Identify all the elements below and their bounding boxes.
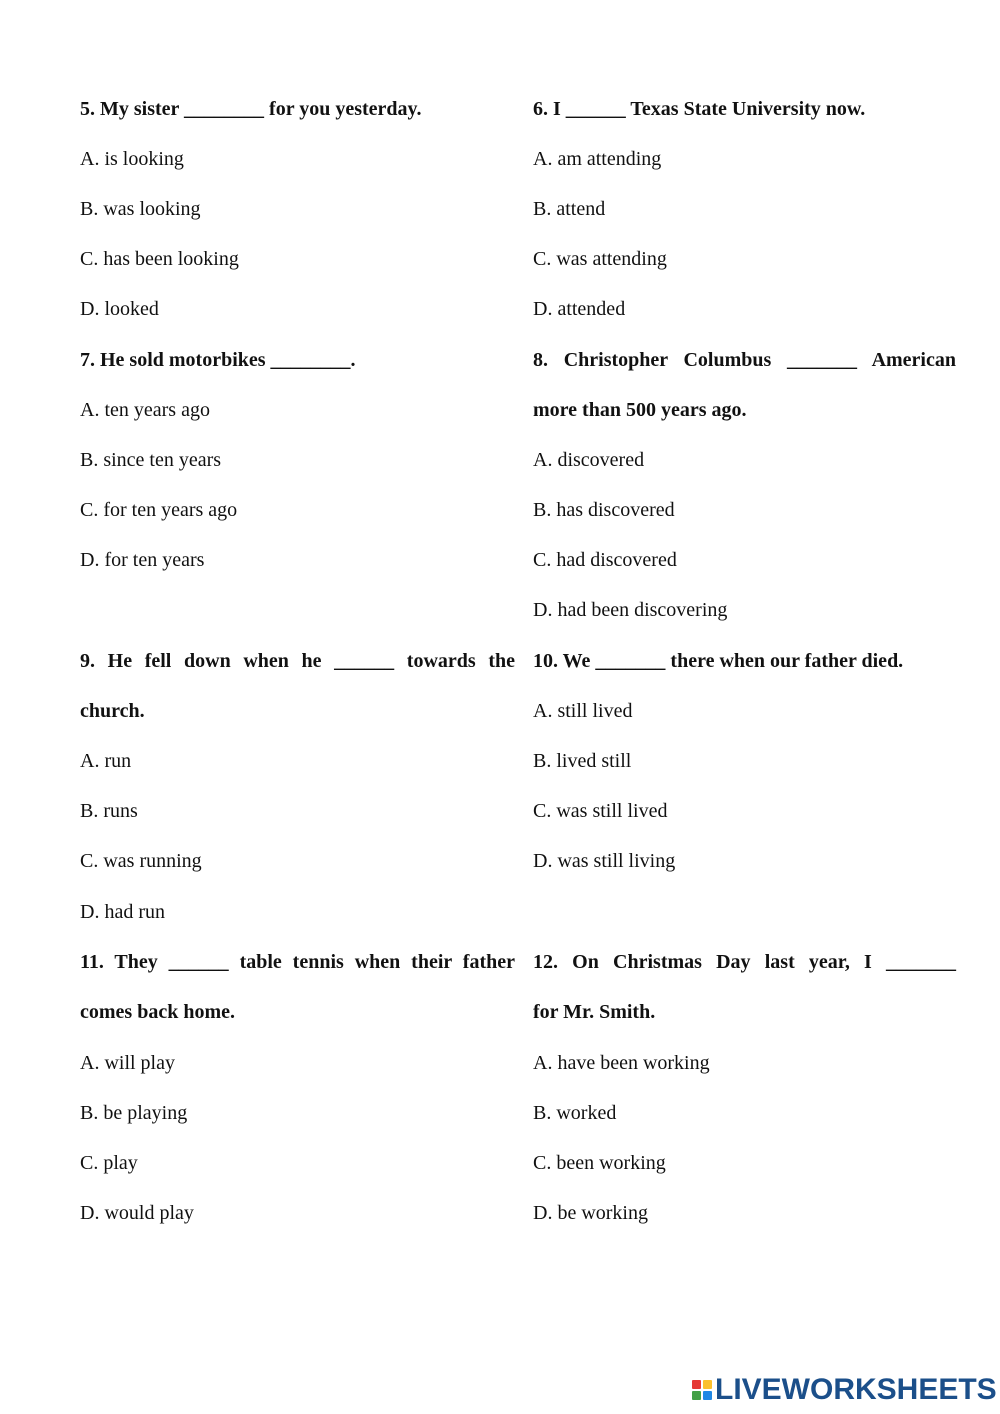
question-11-stem-line-1: 11. They ______ table tennis when their father (80, 951, 515, 973)
liveworksheets-logo-text: LIVEWORKSHEETS (715, 1373, 997, 1406)
question-5-stem: 5. My sister ________ for you yesterday. (80, 98, 422, 120)
question-6-option-a[interactable]: A. am attending (533, 148, 662, 170)
liveworksheets-logo-icon (692, 1380, 712, 1400)
question-10-option-a[interactable]: A. still lived (533, 700, 633, 722)
question-10-option-d[interactable]: D. was still living (533, 850, 676, 872)
question-11-option-b[interactable]: B. be playing (80, 1102, 188, 1124)
question-11-option-a[interactable]: A. will play (80, 1052, 175, 1074)
question-8-stem-line-2: more than 500 years ago. (533, 399, 747, 421)
question-7-stem: 7. He sold motorbikes ________. (80, 349, 356, 371)
question-9-stem-line-1: 9. He fell down when he ______ towards the (80, 650, 515, 672)
question-6-option-d[interactable]: D. attended (533, 298, 626, 320)
question-10-option-b[interactable]: B. lived still (533, 750, 632, 772)
question-12-option-a[interactable]: A. have been working (533, 1052, 710, 1074)
question-12-stem-line-2: for Mr. Smith. (533, 1001, 656, 1023)
question-11-option-c[interactable]: C. play (80, 1152, 138, 1174)
question-6-option-b[interactable]: B. attend (533, 198, 606, 220)
question-9-option-a[interactable]: A. run (80, 750, 132, 772)
liveworksheets-logo (692, 1372, 997, 1408)
question-12-stem-line-1: 12. On Christmas Day last year, I _______ (533, 951, 956, 973)
logo-square-green (692, 1391, 701, 1400)
question-10-stem: 10. We _______ there when our father died. (533, 650, 904, 672)
question-8-option-c[interactable]: C. had discovered (533, 549, 677, 571)
logo-square-red (692, 1380, 701, 1389)
question-10-option-c[interactable]: C. was still lived (533, 800, 668, 822)
question-9-stem-line-2: church. (80, 700, 145, 722)
question-11-option-d[interactable]: D. would play (80, 1202, 194, 1224)
question-7-option-b[interactable]: B. since ten years (80, 449, 222, 471)
question-6-option-c[interactable]: C. was attending (533, 248, 667, 270)
question-5-option-a[interactable]: A. is looking (80, 148, 184, 170)
logo-square-yellow (703, 1380, 712, 1389)
question-12-option-c[interactable]: C. been working (533, 1152, 666, 1174)
question-11-stem-line-2: comes back home. (80, 1001, 235, 1023)
logo-square-blue (703, 1391, 712, 1400)
question-8-option-d[interactable]: D. had been discovering (533, 599, 728, 621)
question-7-option-c[interactable]: C. for ten years ago (80, 499, 238, 521)
question-8-option-b[interactable]: B. has discovered (533, 499, 675, 521)
question-7-option-d[interactable]: D. for ten years (80, 549, 205, 571)
question-12-option-d[interactable]: D. be working (533, 1202, 648, 1224)
question-9-option-c[interactable]: C. was running (80, 850, 202, 872)
question-12-option-b[interactable]: B. worked (533, 1102, 617, 1124)
question-9-option-d[interactable]: D. had run (80, 901, 165, 923)
question-6-stem: 6. I ______ Texas State University now. (533, 98, 866, 120)
question-5-option-d[interactable]: D. looked (80, 298, 159, 320)
question-5-option-b[interactable]: B. was looking (80, 198, 201, 220)
question-5-option-c[interactable]: C. has been looking (80, 248, 239, 270)
question-9-option-b[interactable]: B. runs (80, 800, 138, 822)
question-7-option-a[interactable]: A. ten years ago (80, 399, 210, 421)
question-8-stem-line-1: 8. Christopher Columbus _______ American (533, 349, 956, 371)
question-8-option-a[interactable]: A. discovered (533, 449, 645, 471)
